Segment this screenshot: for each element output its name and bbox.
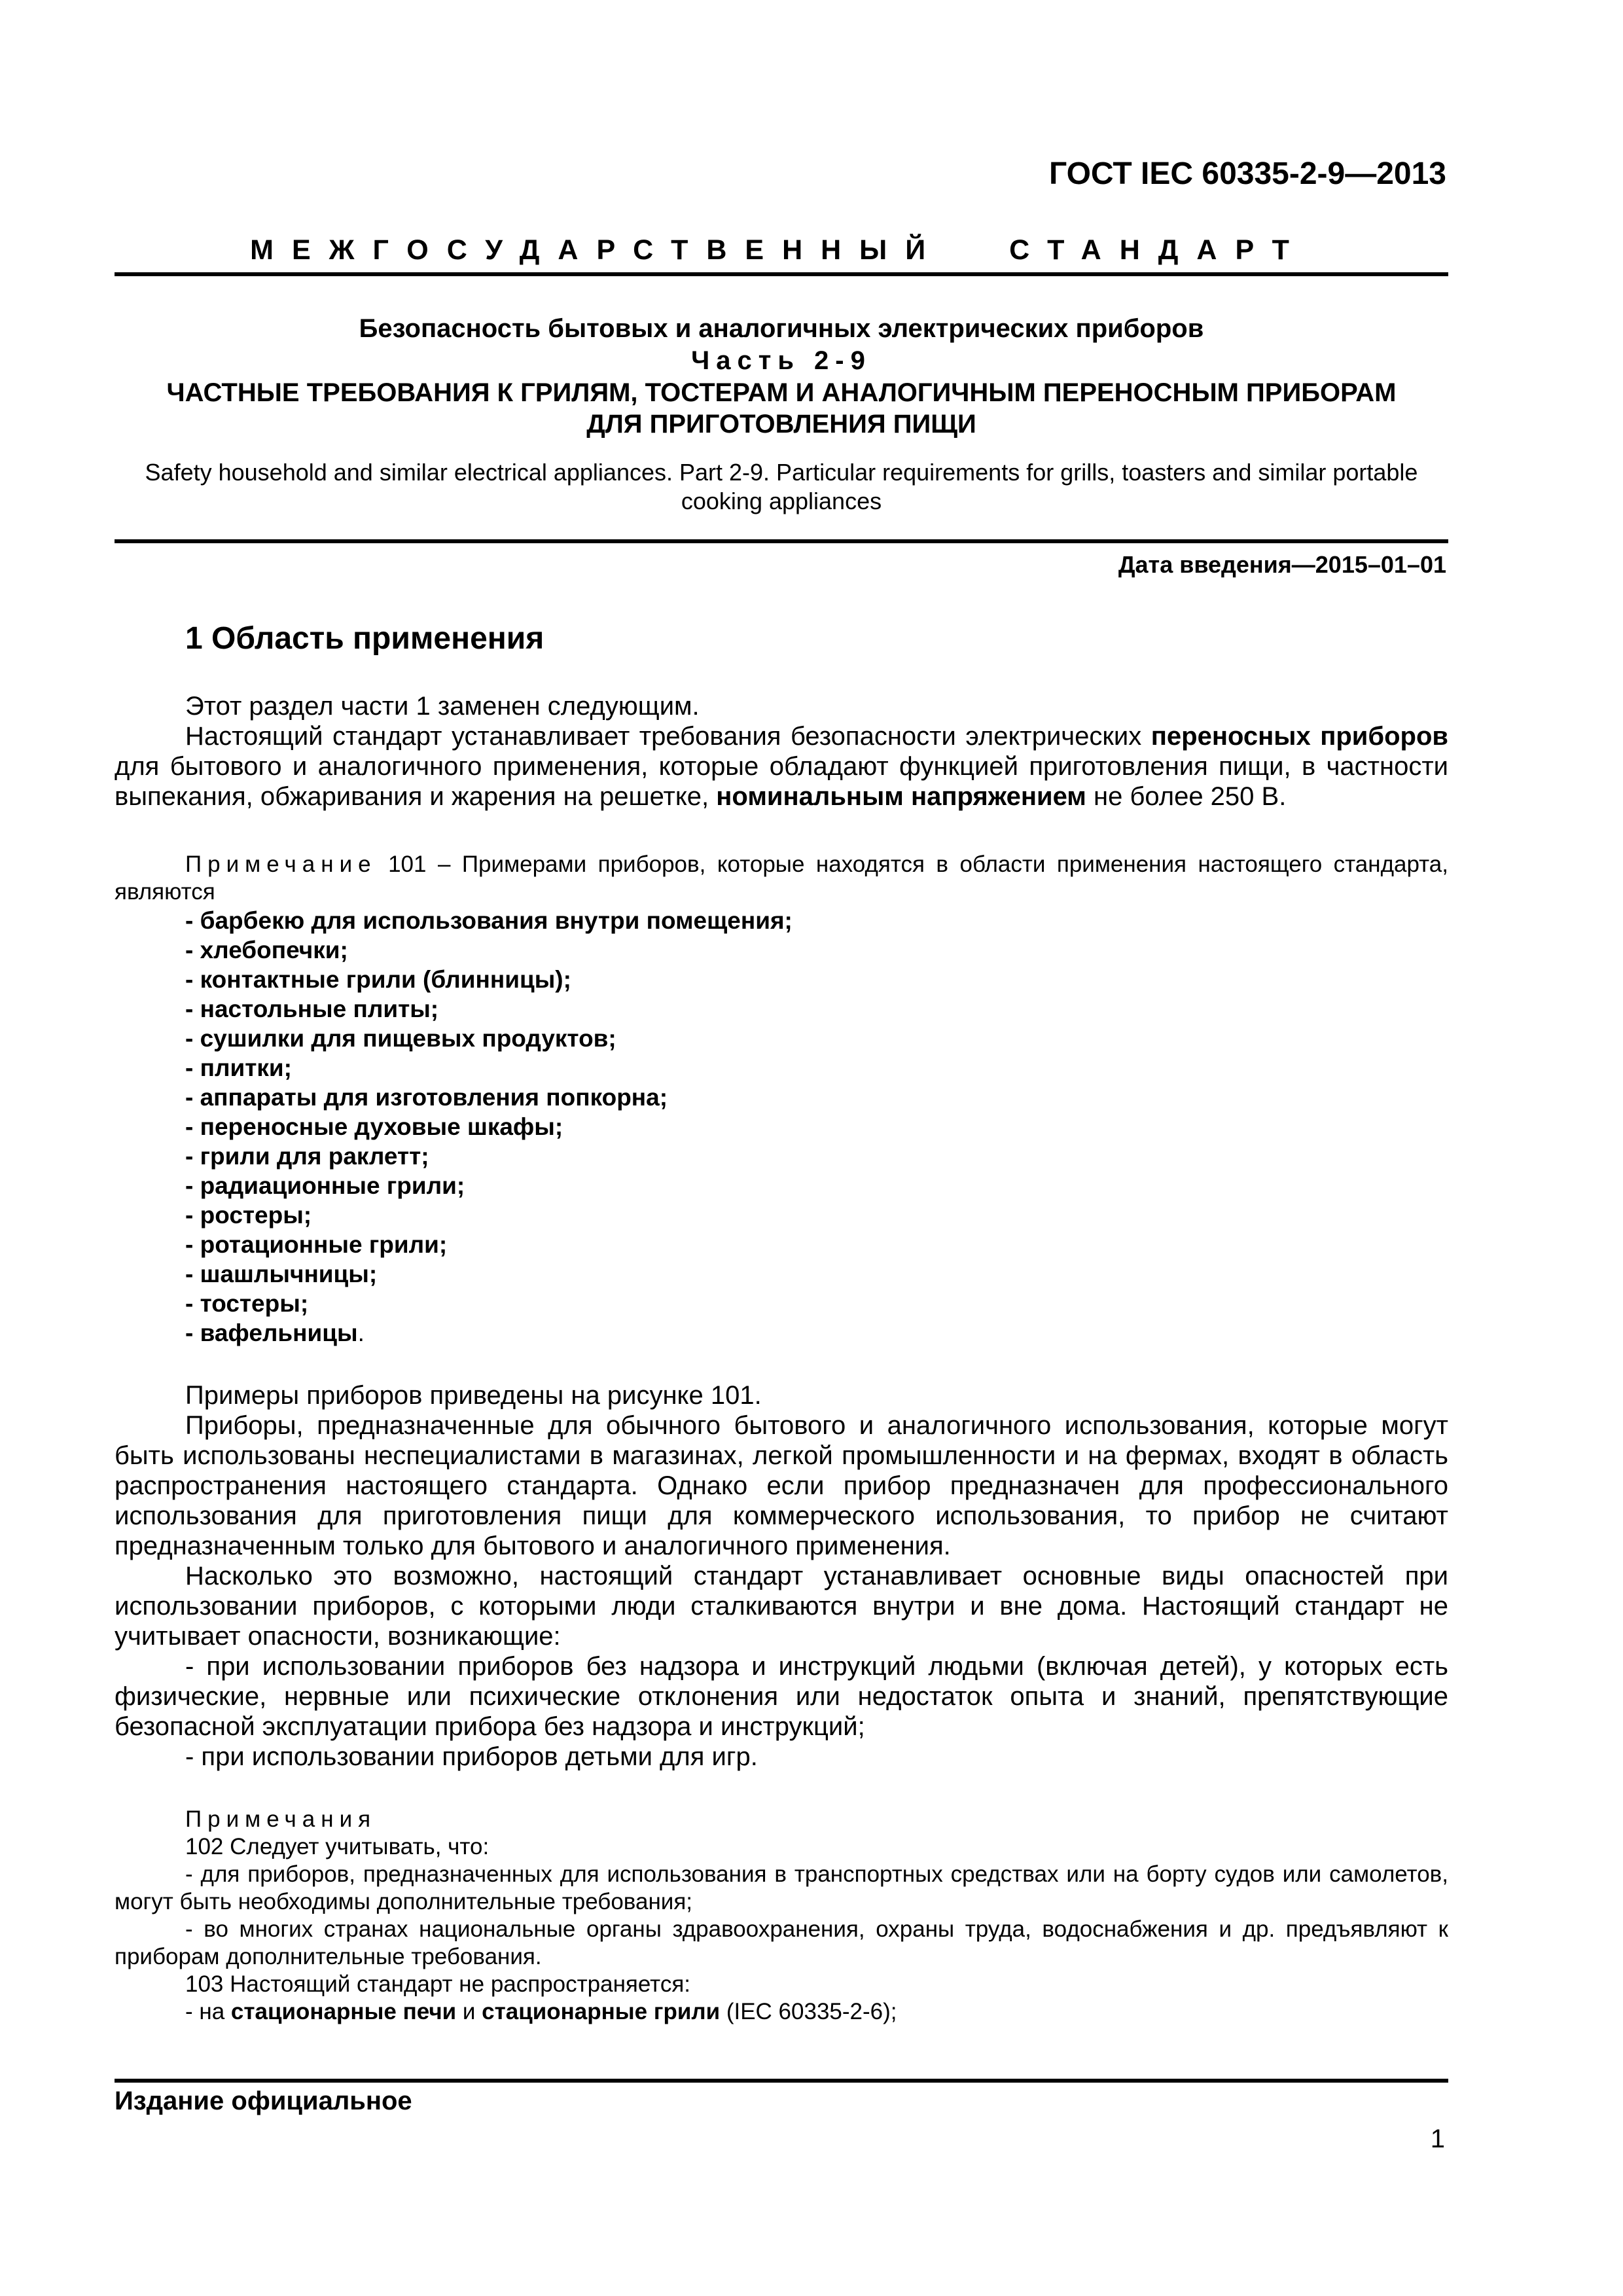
title-part: Часть 2-9: [691, 346, 872, 375]
section-heading: 1 Область применения: [185, 621, 544, 656]
note-102: 102 Следует учитывать, что:: [185, 1834, 490, 1859]
note-102-item: - для приборов, предназначенных для использования в транспортных средствах или на борту судов или самолетов, могут быть необходимы дополнительные требования;: [115, 1861, 1448, 1914]
list-item: - хлебопечки;: [185, 937, 348, 963]
notes-label: Примечания: [185, 1806, 377, 1832]
paragraph: Примеры приборов приведены на рисунке 101.: [185, 1381, 762, 1410]
standard-code: ГОСТ IEC 60335-2-9—2013: [1048, 156, 1446, 191]
title-line-3: ЧАСТНЫЕ ТРЕБОВАНИЯ К ГРИЛЯМ, ТОСТЕРАМ И АНАЛОГИЧНЫМ ПЕРЕНОСНЫМ ПРИБОРАМ: [166, 378, 1397, 407]
notes-block: [115, 1806, 1448, 2026]
title-line-4: ДЛЯ ПРИГОТОВЛЕНИЯ ПИЩИ: [586, 410, 976, 439]
note-103-item: - на стационарные печи и стационарные грили (IEC 60335-2-6);: [185, 1999, 897, 2024]
paragraph: Настоящий стандарт устанавливает требования безопасности электрических переносных приборов для бытового и аналогичного применения, которые обладают функцией приготовления пищи, в частности выпекания, обжаривания и жарения на решетке, номинальным напряжением не более 250 В.: [115, 722, 1448, 811]
paragraph: - при использовании приборов детьми для игр.: [185, 1742, 758, 1771]
list-item: - тостеры;: [185, 1290, 309, 1317]
header-rule: [115, 272, 1448, 276]
introduction-date: Дата введения—2015–01–01: [1118, 551, 1446, 578]
list-item: - ростеры;: [185, 1202, 312, 1229]
list-item: - плитки;: [185, 1054, 292, 1081]
note-103: 103 Настоящий стандарт не распространяется:: [185, 1971, 690, 1997]
note-101: Примечание 101 – Примерами приборов, которые находятся в области применения настоящего стандарта, являются: [115, 852, 1448, 905]
list-item: - сушилки для пищевых продуктов;: [185, 1025, 616, 1052]
list-item: - барбекю для использования внутри помещения;: [185, 907, 793, 934]
title-rule: [115, 539, 1448, 543]
paragraph: Насколько это возможно, настоящий стандарт устанавливает основные виды опасностей при использовании приборов, с которыми люди сталкиваются внутри и вне дома. Настоящий стандарт не учитывает опасности, возникающие:: [115, 1562, 1448, 1651]
interstate-standard-label: МЕЖГОСУДАРСТВЕННЫЙ СТАНДАРТ: [250, 234, 1308, 266]
scope-text: [115, 691, 1448, 2026]
list-item: - вафельницы.: [185, 1319, 365, 1346]
page-number: 1: [1430, 2125, 1445, 2153]
list-item: - шашлычницы;: [185, 1261, 378, 1287]
note-102-item: - во многих странах национальные органы здравоохранения, охраны труда, водоснабжения и др. предъявляют к приборам дополнительные требования.: [115, 1916, 1448, 1969]
paragraph: - при использовании приборов без надзора и инструкций людьми (включая детей), у которых есть физические, нервные или психические отклонения или недостаток опыта и знаний, препятствующие безопасной эксплуатации прибора без надзора и инструкций;: [115, 1652, 1448, 1741]
paragraph: Приборы, предназначенные для обычного бытового и аналогичного использования, которые могут быть использованы неспециалистами в магазинах, легкой промышленности и на фермах, входят в область распространения настоящего стандарта. Однако если прибор предназначен для профессионального использования для приготовления пищи для коммерческого использования, то прибор не считают предназначенным только для бытового и аналогичного применения.: [115, 1411, 1448, 1560]
list-item: - настольные плиты;: [185, 996, 439, 1022]
list-item: - грили для раклетт;: [185, 1143, 429, 1170]
list-item: - радиационные грили;: [185, 1172, 465, 1199]
footer-rule: [115, 2079, 1448, 2083]
appliance-list: [115, 906, 1448, 1348]
english-title: Safety household and similar electrical appliances. Part 2-9. Particular requirements for grills, toasters and similar portable cooking appliances: [145, 459, 1418, 514]
paragraph: Этот раздел части 1 заменен следующим.: [185, 692, 700, 721]
official-edition-label: Издание официальное: [115, 2087, 412, 2115]
title-line-1: Безопасность бытовых и аналогичных электрических приборов: [359, 314, 1204, 343]
list-item: - переносные духовые шкафы;: [185, 1113, 563, 1140]
list-item: - контактные грили (блинницы);: [185, 966, 571, 993]
list-item: - аппараты для изготовления попкорна;: [185, 1084, 668, 1111]
list-item: - ротационные грили;: [185, 1231, 448, 1258]
